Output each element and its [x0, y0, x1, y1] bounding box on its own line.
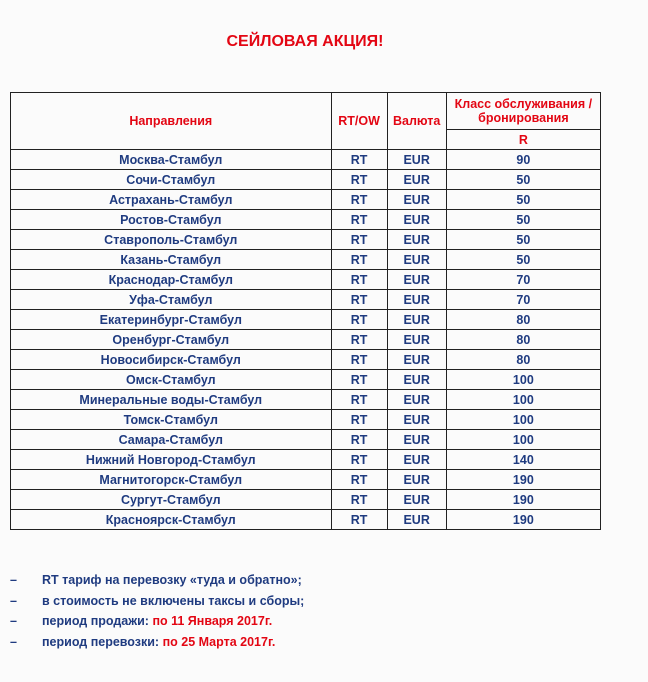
table-row	[11, 270, 601, 290]
notes-list	[10, 573, 304, 655]
cell-price: 70	[446, 290, 600, 310]
cell-direction: Казань-Стамбул	[11, 250, 332, 270]
note-dash: –	[10, 614, 17, 628]
cell-currency: EUR	[387, 190, 446, 210]
cell-rt: RT	[331, 390, 387, 410]
cell-currency: EUR	[387, 350, 446, 370]
cell-direction: Минеральные воды-Стамбул	[11, 390, 332, 410]
cell-rt: RT	[331, 430, 387, 450]
cell-currency: EUR	[387, 230, 446, 250]
cell-currency: EUR	[387, 290, 446, 310]
fares-table	[10, 92, 601, 530]
cell-price: 80	[446, 350, 600, 370]
cell-rt: RT	[331, 490, 387, 510]
cell-rt: RT	[331, 370, 387, 390]
note-item	[10, 594, 304, 615]
cell-rt: RT	[331, 230, 387, 250]
cell-direction: Оренбург-Стамбул	[11, 330, 332, 350]
cell-price: 80	[446, 310, 600, 330]
cell-direction: Астрахань-Стамбул	[11, 190, 332, 210]
table-row	[11, 330, 601, 350]
table-row	[11, 430, 601, 450]
cell-currency: EUR	[387, 510, 446, 530]
header-direction: Направления	[11, 93, 332, 150]
cell-currency: EUR	[387, 250, 446, 270]
table-row	[11, 490, 601, 510]
note-item	[10, 573, 304, 594]
cell-price: 100	[446, 390, 600, 410]
note-highlight: по 11 Января 2017г.	[152, 614, 273, 628]
cell-rt: RT	[331, 170, 387, 190]
cell-rt: RT	[331, 210, 387, 230]
table-row	[11, 350, 601, 370]
cell-price: 50	[446, 190, 600, 210]
cell-rt: RT	[331, 150, 387, 170]
note-text: RT тариф на перевозку «туда и обратно»;	[42, 573, 302, 587]
cell-price: 50	[446, 230, 600, 250]
cell-direction: Самара-Стамбул	[11, 430, 332, 450]
note-text: в стоимость не включены таксы и сборы;	[42, 593, 305, 608]
table-row	[11, 210, 601, 230]
header-currency: Валюта	[387, 93, 446, 150]
table-row	[11, 390, 601, 410]
cell-direction: Омск-Стамбул	[11, 370, 332, 390]
note-text: период продажи:	[42, 614, 153, 628]
cell-direction: Новосибирск-Стамбул	[11, 350, 332, 370]
cell-rt: RT	[331, 330, 387, 350]
cell-rt: RT	[331, 450, 387, 470]
cell-rt: RT	[331, 350, 387, 370]
cell-currency: EUR	[387, 490, 446, 510]
cell-direction: Магнитогорск-Стамбул	[11, 470, 332, 490]
cell-direction: Томск-Стамбул	[11, 410, 332, 430]
cell-direction: Нижний Новгород-Стамбул	[11, 450, 332, 470]
cell-price: 70	[446, 270, 600, 290]
cell-direction: Красноярск-Стамбул	[11, 510, 332, 530]
header-class-code: R	[446, 130, 600, 150]
cell-price: 100	[446, 430, 600, 450]
cell-currency: EUR	[387, 370, 446, 390]
note-dash: –	[10, 593, 17, 608]
cell-price: 80	[446, 330, 600, 350]
cell-currency: EUR	[387, 410, 446, 430]
cell-direction: Ставрополь-Стамбул	[11, 230, 332, 250]
note-text: период перевозки:	[42, 634, 163, 649]
header-class: Класс обслуживания / бронирования	[446, 93, 600, 130]
cell-price: 190	[446, 490, 600, 510]
cell-price: 190	[446, 510, 600, 530]
table-row	[11, 230, 601, 250]
cell-direction: Уфа-Стамбул	[11, 290, 332, 310]
cell-rt: RT	[331, 310, 387, 330]
cell-currency: EUR	[387, 470, 446, 490]
cell-price: 50	[446, 170, 600, 190]
table-row	[11, 170, 601, 190]
header-rt-ow: RT/OW	[331, 93, 387, 150]
cell-price: 50	[446, 250, 600, 270]
cell-rt: RT	[331, 190, 387, 210]
cell-price: 50	[446, 210, 600, 230]
cell-direction: Москва-Стамбул	[11, 150, 332, 170]
table-row	[11, 410, 601, 430]
table-row	[11, 150, 601, 170]
cell-price: 100	[446, 410, 600, 430]
cell-price: 90	[446, 150, 600, 170]
table-row	[11, 310, 601, 330]
cell-currency: EUR	[387, 430, 446, 450]
table-row	[11, 290, 601, 310]
cell-direction: Сочи-Стамбул	[11, 170, 332, 190]
cell-rt: RT	[331, 290, 387, 310]
table-row	[11, 450, 601, 470]
table-row	[11, 470, 601, 490]
cell-currency: EUR	[387, 310, 446, 330]
table-row	[11, 190, 601, 210]
cell-direction: Краснодар-Стамбул	[11, 270, 332, 290]
cell-rt: RT	[331, 250, 387, 270]
cell-rt: RT	[331, 510, 387, 530]
note-dash: –	[10, 573, 17, 587]
note-item	[10, 635, 304, 656]
cell-currency: EUR	[387, 390, 446, 410]
cell-currency: EUR	[387, 210, 446, 230]
cell-currency: EUR	[387, 170, 446, 190]
cell-direction: Ростов-Стамбул	[11, 210, 332, 230]
cell-price: 140	[446, 450, 600, 470]
cell-price: 190	[446, 470, 600, 490]
cell-currency: EUR	[387, 330, 446, 350]
page-title: СЕЙЛОВАЯ АКЦИЯ!	[226, 33, 384, 50]
cell-rt: RT	[331, 270, 387, 290]
fares-table-body	[11, 150, 601, 530]
cell-rt: RT	[331, 470, 387, 490]
cell-currency: EUR	[387, 450, 446, 470]
table-row	[11, 250, 601, 270]
note-item	[10, 614, 304, 635]
note-highlight: по 25 Марта 2017г.	[162, 634, 276, 649]
table-row	[11, 370, 601, 390]
cell-currency: EUR	[387, 150, 446, 170]
cell-price: 100	[446, 370, 600, 390]
cell-direction: Сургут-Стамбул	[11, 490, 332, 510]
table-row	[11, 510, 601, 530]
cell-rt: RT	[331, 410, 387, 430]
cell-currency: EUR	[387, 270, 446, 290]
cell-direction: Екатеринбург-Стамбул	[11, 310, 332, 330]
note-dash: –	[10, 634, 17, 649]
